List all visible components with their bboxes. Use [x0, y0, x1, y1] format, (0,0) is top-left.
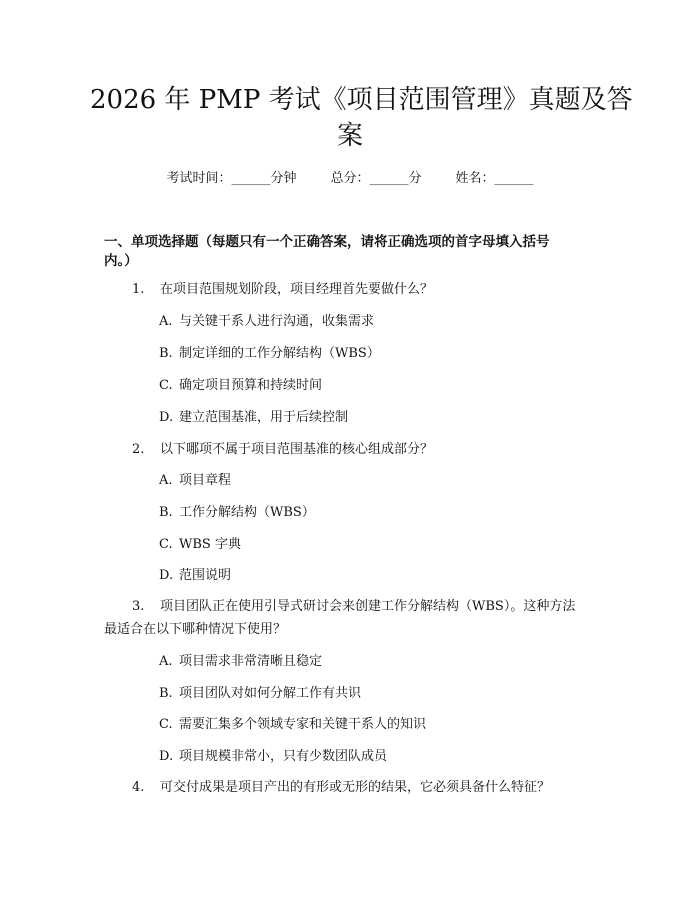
- question-number: 2.: [132, 442, 145, 457]
- question-text: 在项目范围规划阶段，项目经理首先要做什么？: [160, 282, 434, 297]
- option-letter: B.: [159, 505, 173, 520]
- option-text: 项目需求非常清晰且稳定: [179, 654, 323, 669]
- option-text: 确定项目预算和持续时间: [179, 378, 323, 393]
- question-text-line-1: 项目团队正在使用引导式研讨会来创建工作分解结构（WBS）。这种方法: [160, 599, 576, 614]
- question-3-option-a: [159, 652, 322, 672]
- question-2-option-c: [159, 535, 241, 555]
- option-letter: C.: [159, 717, 173, 732]
- question-3-continuation: [104, 620, 286, 640]
- option-text: WBS 字典: [179, 537, 241, 552]
- option-text: 项目章程: [179, 473, 232, 488]
- section-heading-line-1: 一、单项选择题（每题只有一个正确答案，请将正确选项的首字母填入括号: [104, 234, 550, 250]
- question-text: 以下哪项不属于项目范围基准的核心组成部分？: [160, 442, 434, 457]
- question-1-option-d: [159, 408, 348, 428]
- question-4: [132, 778, 550, 798]
- option-text: 制定详细的工作分解结构（WBS）: [179, 346, 380, 361]
- option-letter: A.: [159, 314, 173, 329]
- document-title-line-1: 2026 年 PMP 考试《项目范围管理》真题及答: [90, 85, 633, 115]
- question-3-option-c: [159, 715, 426, 735]
- option-text: 需要汇集多个领域专家和关键干系人的知识: [179, 717, 427, 732]
- option-text: 范围说明: [179, 568, 232, 583]
- document-title-line-2: 案: [336, 121, 363, 151]
- question-text-line-2: 最适合在以下哪种情况下使用？: [104, 622, 287, 637]
- option-text: 建立范围基准，用于后续控制: [179, 410, 349, 425]
- option-text: 与关键干系人进行沟通，收集需求: [179, 314, 375, 329]
- option-letter: C.: [159, 378, 173, 393]
- option-text: 工作分解结构（WBS）: [179, 505, 315, 520]
- option-letter: B.: [159, 346, 173, 361]
- question-number: 3.: [132, 599, 145, 614]
- question-3-option-b: [159, 684, 361, 704]
- total-score-field: 总分：______分: [330, 171, 422, 186]
- question-2: [132, 440, 433, 460]
- question-text: 可交付成果是项目产出的有形或无形的结果，它必须具备什么特征？: [160, 780, 551, 795]
- question-2-option-a: [159, 471, 231, 491]
- question-number: 1.: [132, 282, 145, 297]
- option-text: 项目规模非常小，只有少数团队成员: [179, 749, 388, 764]
- question-2-option-d: [159, 566, 231, 586]
- question-3: [132, 597, 575, 617]
- option-letter: C.: [159, 537, 173, 552]
- question-number: 4.: [132, 780, 145, 795]
- option-letter: A.: [159, 654, 173, 669]
- section-heading-line-2: 内。）: [104, 253, 138, 269]
- question-1: [132, 280, 433, 300]
- question-2-option-b: [159, 503, 315, 523]
- option-letter: B.: [159, 686, 173, 701]
- question-3-option-d: [159, 747, 387, 767]
- exam-meta: [0, 170, 700, 188]
- option-letter: D.: [159, 410, 174, 425]
- question-1-option-c: [159, 376, 322, 396]
- option-letter: D.: [159, 568, 174, 583]
- option-text: 项目团队对如何分解工作有共识: [179, 686, 362, 701]
- question-1-option-a: [159, 312, 374, 332]
- option-letter: D.: [159, 749, 174, 764]
- question-1-option-b: [159, 344, 380, 364]
- exam-time-field: 考试时间：______分钟: [166, 171, 297, 186]
- option-letter: A.: [159, 473, 173, 488]
- name-field: 姓名：______: [455, 171, 534, 186]
